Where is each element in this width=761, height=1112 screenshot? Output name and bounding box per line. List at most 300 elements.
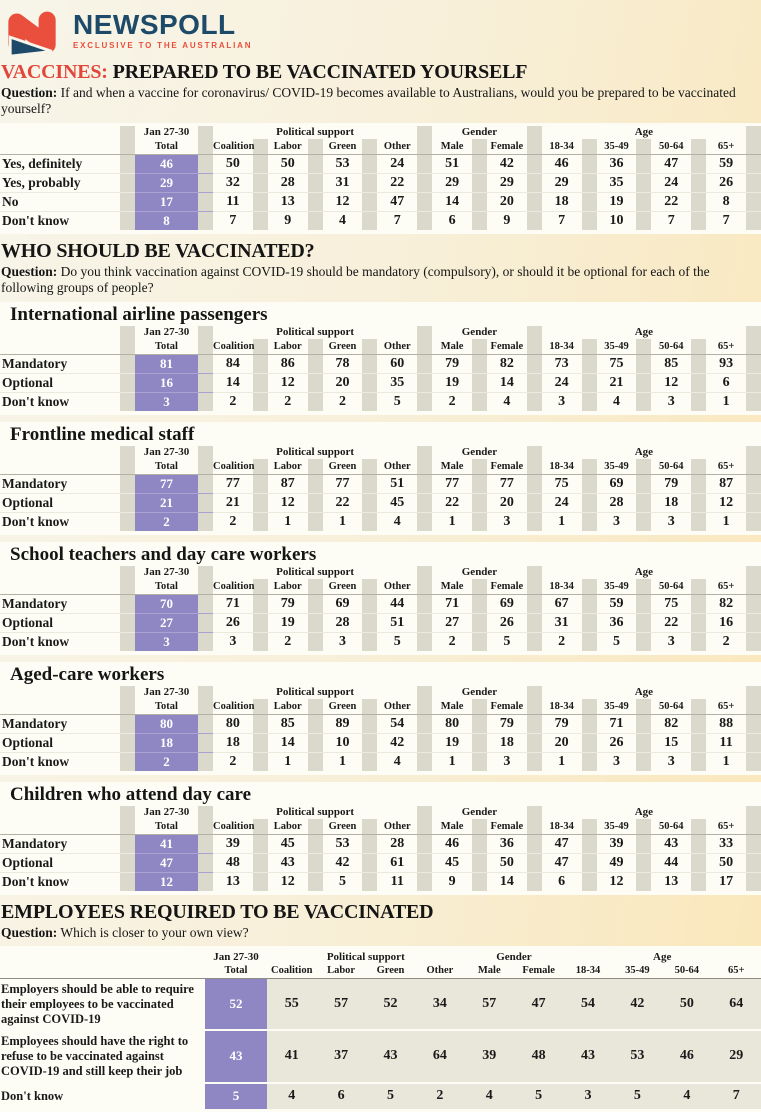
row-label: Yes, definitely	[0, 154, 135, 173]
value-cell: 47	[651, 154, 706, 173]
header-spacer	[0, 819, 135, 835]
group-header: Political support	[213, 566, 432, 579]
column-header: 18-34	[542, 339, 597, 355]
total-column-header: Total	[135, 459, 213, 475]
table-row	[0, 211, 761, 230]
value-cell: 3	[563, 1083, 612, 1109]
employees-table-host	[0, 950, 761, 1109]
header-spacer	[0, 699, 135, 715]
column-header: 65+	[706, 699, 761, 715]
value-cell: 59	[597, 594, 652, 613]
value-cell: 2	[268, 392, 323, 411]
value-cell: 51	[377, 613, 432, 632]
total-value: 52	[205, 979, 267, 1031]
table-row	[0, 613, 761, 632]
value-cell: 26	[597, 733, 652, 752]
value-cell: 48	[514, 1030, 563, 1082]
column-header: 65+	[706, 139, 761, 155]
table-row	[0, 154, 761, 173]
value-cell: 50	[662, 979, 711, 1031]
table-body	[0, 979, 761, 1109]
value-cell: 19	[597, 192, 652, 211]
value-cell: 57	[465, 979, 514, 1031]
row-label: Optional	[0, 853, 135, 872]
total-column-header: Total	[135, 819, 213, 835]
column-header: Coalition	[213, 819, 268, 835]
subtable-title-teachers: School teachers and day care workers	[10, 543, 317, 565]
value-cell: 20	[487, 493, 542, 512]
row-label: Mandatory	[0, 474, 135, 493]
value-cell: 9	[487, 211, 542, 230]
column-header: Coalition	[213, 139, 268, 155]
table-row	[0, 853, 761, 872]
value-cell: 80	[432, 714, 487, 733]
brand-name: NEWSPOLL	[73, 9, 236, 40]
value-cell: 48	[213, 853, 268, 872]
value-cell: 45	[432, 853, 487, 872]
value-cell: 29	[542, 173, 597, 192]
column-header: Other	[377, 139, 432, 155]
value-cell: 6	[706, 373, 761, 392]
value-cell: 44	[377, 594, 432, 613]
aged-care-table-host	[0, 686, 761, 771]
value-cell: 18	[487, 733, 542, 752]
value-cell: 3	[487, 512, 542, 531]
row-label: Don't know	[0, 512, 135, 531]
value-cell: 4	[267, 1083, 316, 1109]
value-cell: 43	[563, 1030, 612, 1082]
value-cell: 9	[432, 872, 487, 891]
column-header: 18-34	[542, 699, 597, 715]
row-label: Yes, probably	[0, 173, 135, 192]
value-cell: 77	[323, 474, 378, 493]
column-header: Green	[366, 963, 415, 979]
value-cell: 2	[268, 632, 323, 651]
value-cell: 22	[377, 173, 432, 192]
table-body	[0, 594, 761, 651]
section-vaccines-question: Question: If and when a vaccine for coronavirus/ COVID-19 becomes available to Australians, would you be prepared to be vaccinated yourself?	[1, 85, 736, 117]
table-row	[0, 192, 761, 211]
column-header: Female	[487, 819, 542, 835]
header-spacer	[0, 579, 135, 595]
value-cell: 5	[377, 632, 432, 651]
value-cell: 12	[268, 373, 323, 392]
column-header: 18-34	[563, 963, 612, 979]
value-cell: 35	[377, 373, 432, 392]
value-cell: 8	[706, 192, 761, 211]
value-cell: 64	[712, 979, 761, 1031]
value-cell: 11	[706, 733, 761, 752]
total-value: 70	[135, 594, 213, 613]
value-cell: 4	[377, 752, 432, 771]
column-header: Coalition	[213, 579, 268, 595]
column-header: Other	[377, 579, 432, 595]
column-header: Female	[487, 139, 542, 155]
value-cell: 5	[597, 632, 652, 651]
column-header: 18-34	[542, 819, 597, 835]
value-cell: 24	[377, 154, 432, 173]
value-cell: 79	[651, 474, 706, 493]
period-header: Jan 27-30	[135, 686, 213, 699]
total-value: 3	[135, 632, 213, 651]
poll-table	[0, 950, 761, 1109]
value-cell: 54	[563, 979, 612, 1031]
row-label: Optional	[0, 733, 135, 752]
row-label: Mandatory	[0, 354, 135, 373]
column-header: 18-34	[542, 139, 597, 155]
value-cell: 15	[651, 733, 706, 752]
question-label: Question:	[1, 85, 58, 100]
value-cell: 29	[712, 1030, 761, 1082]
value-cell: 34	[415, 979, 464, 1031]
value-cell: 18	[542, 192, 597, 211]
value-cell: 28	[268, 173, 323, 192]
value-cell: 18	[651, 493, 706, 512]
total-value: 43	[205, 1030, 267, 1082]
group-header: Gender	[432, 326, 542, 339]
value-cell: 3	[651, 632, 706, 651]
row-label: Don't know	[0, 1083, 205, 1109]
value-cell: 1	[706, 392, 761, 411]
total-column-header: Total	[135, 699, 213, 715]
value-cell: 28	[323, 613, 378, 632]
period-header: Jan 27-30	[135, 446, 213, 459]
column-header: Other	[377, 819, 432, 835]
total-value: 16	[135, 373, 213, 392]
section-who-title: WHO SHOULD BE VACCINATED?	[1, 239, 315, 262]
value-cell: 22	[432, 493, 487, 512]
value-cell: 1	[432, 752, 487, 771]
value-cell: 42	[323, 853, 378, 872]
group-header: Age	[542, 806, 761, 819]
column-header: Green	[323, 139, 378, 155]
column-header: Labor	[316, 963, 365, 979]
group-header: Political support	[213, 686, 432, 699]
value-cell: 89	[323, 714, 378, 733]
value-cell: 85	[651, 354, 706, 373]
newspoll-logo-icon	[2, 5, 62, 58]
subtable-title-medical: Frontline medical staff	[10, 423, 195, 445]
section-who-should	[0, 241, 761, 895]
value-cell: 1	[432, 512, 487, 531]
value-cell: 7	[377, 211, 432, 230]
value-cell: 67	[542, 594, 597, 613]
value-cell: 2	[432, 632, 487, 651]
value-cell: 21	[597, 373, 652, 392]
table-panel-aged-care	[0, 662, 761, 775]
value-cell: 12	[706, 493, 761, 512]
table-header	[0, 126, 761, 155]
teachers-table-host	[0, 566, 761, 651]
value-cell: 7	[712, 1083, 761, 1109]
value-cell: 73	[542, 354, 597, 373]
group-header: Political support	[213, 326, 432, 339]
value-cell: 47	[377, 192, 432, 211]
header-spacer	[0, 950, 205, 963]
value-cell: 49	[597, 853, 652, 872]
value-cell: 27	[432, 613, 487, 632]
value-cell: 43	[366, 1030, 415, 1082]
value-cell: 53	[613, 1030, 662, 1082]
value-cell: 45	[377, 493, 432, 512]
medical-table-host	[0, 446, 761, 531]
value-cell: 24	[651, 173, 706, 192]
value-cell: 2	[415, 1083, 464, 1109]
value-cell: 2	[706, 632, 761, 651]
value-cell: 29	[432, 173, 487, 192]
column-header: Coalition	[213, 699, 268, 715]
row-label: Don't know	[0, 872, 135, 891]
column-header: 65+	[712, 963, 761, 979]
value-cell: 33	[706, 834, 761, 853]
value-cell: 47	[542, 834, 597, 853]
value-cell: 5	[366, 1083, 415, 1109]
value-cell: 64	[415, 1030, 464, 1082]
value-cell: 11	[377, 872, 432, 891]
value-cell: 45	[268, 834, 323, 853]
column-header: 18-34	[542, 579, 597, 595]
poll-table	[0, 126, 761, 230]
value-cell: 82	[487, 354, 542, 373]
value-cell: 36	[597, 154, 652, 173]
newspoll-wordmark	[73, 5, 252, 50]
value-cell: 1	[323, 512, 378, 531]
value-cell: 1	[542, 752, 597, 771]
value-cell: 3	[323, 632, 378, 651]
column-header: 50-64	[651, 339, 706, 355]
table-header	[0, 566, 761, 595]
column-header: Green	[323, 459, 378, 475]
table-row	[0, 834, 761, 853]
total-value: 47	[135, 853, 213, 872]
table-body	[0, 474, 761, 531]
value-cell: 12	[651, 373, 706, 392]
column-header: Labor	[268, 139, 323, 155]
total-value: 46	[135, 154, 213, 173]
value-cell: 18	[213, 733, 268, 752]
column-header: Other	[377, 459, 432, 475]
value-cell: 14	[432, 192, 487, 211]
value-cell: 20	[542, 733, 597, 752]
total-value: 18	[135, 733, 213, 752]
column-header: 50-64	[651, 699, 706, 715]
value-cell: 14	[487, 373, 542, 392]
value-cell: 84	[213, 354, 268, 373]
value-cell: 5	[323, 872, 378, 891]
table-header	[0, 326, 761, 355]
table-body	[0, 154, 761, 230]
value-cell: 22	[323, 493, 378, 512]
value-cell: 47	[514, 979, 563, 1031]
table-row	[0, 474, 761, 493]
value-cell: 11	[213, 192, 268, 211]
value-cell: 71	[213, 594, 268, 613]
value-cell: 79	[432, 354, 487, 373]
value-cell: 43	[268, 853, 323, 872]
column-header: Coalition	[267, 963, 316, 979]
column-header: 50-64	[651, 579, 706, 595]
header-spacer	[0, 963, 205, 979]
value-cell: 82	[706, 594, 761, 613]
value-cell: 14	[213, 373, 268, 392]
section-vaccines-title	[1, 62, 761, 83]
column-header: 50-64	[662, 963, 711, 979]
value-cell: 44	[651, 853, 706, 872]
table-panel-medical	[0, 422, 761, 535]
value-cell: 39	[465, 1030, 514, 1082]
column-header: Coalition	[213, 339, 268, 355]
newspoll-logo	[0, 3, 761, 59]
table-panel-children	[0, 782, 761, 895]
table-row	[0, 632, 761, 651]
column-header: Female	[487, 459, 542, 475]
value-cell: 51	[432, 154, 487, 173]
row-label: Don't know	[0, 632, 135, 651]
group-header: Age	[563, 950, 761, 963]
title-rest: PREPARED TO BE VACCINATED YOURSELF	[112, 61, 528, 83]
value-cell: 5	[514, 1083, 563, 1109]
value-cell: 75	[597, 354, 652, 373]
value-cell: 43	[651, 834, 706, 853]
table-row	[0, 1083, 761, 1109]
row-label: Don't know	[0, 392, 135, 411]
column-header: Male	[432, 139, 487, 155]
value-cell: 36	[597, 613, 652, 632]
value-cell: 87	[706, 474, 761, 493]
total-value: 29	[135, 173, 213, 192]
column-header: Other	[377, 699, 432, 715]
total-value: 81	[135, 354, 213, 373]
column-header: Other	[415, 963, 464, 979]
value-cell: 79	[542, 714, 597, 733]
value-cell: 86	[268, 354, 323, 373]
value-cell: 5	[613, 1083, 662, 1109]
column-header: 18-34	[542, 459, 597, 475]
group-header: Age	[542, 446, 761, 459]
value-cell: 7	[542, 211, 597, 230]
row-label: Employers should be able to require their employees to be vaccinated against COVID-19	[0, 979, 205, 1031]
period-header: Jan 27-30	[205, 950, 267, 963]
column-header: Female	[514, 963, 563, 979]
column-header: Male	[465, 963, 514, 979]
column-header: 65+	[706, 339, 761, 355]
column-header: Coalition	[213, 459, 268, 475]
value-cell: 54	[377, 714, 432, 733]
value-cell: 79	[268, 594, 323, 613]
value-cell: 50	[487, 853, 542, 872]
row-label: Mandatory	[0, 834, 135, 853]
table-row	[0, 714, 761, 733]
section-employees	[0, 902, 761, 1112]
value-cell: 3	[597, 752, 652, 771]
column-header: 65+	[706, 819, 761, 835]
column-header: 35-49	[597, 339, 652, 355]
value-cell: 26	[487, 613, 542, 632]
value-cell: 5	[487, 632, 542, 651]
value-cell: 12	[323, 192, 378, 211]
value-cell: 71	[597, 714, 652, 733]
table-row	[0, 1030, 761, 1082]
value-cell: 53	[323, 154, 378, 173]
value-cell: 42	[377, 733, 432, 752]
section-employees-title: EMPLOYEES REQUIRED TO BE VACCINATED	[1, 900, 434, 923]
value-cell: 9	[268, 211, 323, 230]
row-label: Mandatory	[0, 594, 135, 613]
value-cell: 71	[432, 594, 487, 613]
column-header: Male	[432, 339, 487, 355]
group-header: Age	[542, 326, 761, 339]
value-cell: 80	[213, 714, 268, 733]
column-header: 65+	[706, 579, 761, 595]
column-header: Green	[323, 699, 378, 715]
column-header: 35-49	[597, 699, 652, 715]
column-header: Labor	[268, 819, 323, 835]
value-cell: 61	[377, 853, 432, 872]
value-cell: 69	[323, 594, 378, 613]
header-spacer	[0, 339, 135, 355]
group-header: Political support	[213, 126, 432, 139]
value-cell: 4	[323, 211, 378, 230]
value-cell: 6	[316, 1083, 365, 1109]
value-cell: 50	[213, 154, 268, 173]
value-cell: 36	[487, 834, 542, 853]
header-spacer	[0, 459, 135, 475]
row-label: Mandatory	[0, 714, 135, 733]
group-header: Age	[542, 566, 761, 579]
column-header: Male	[432, 699, 487, 715]
value-cell: 52	[366, 979, 415, 1031]
period-header: Jan 27-30	[135, 806, 213, 819]
value-cell: 20	[323, 373, 378, 392]
table-header	[0, 686, 761, 715]
value-cell: 2	[213, 392, 268, 411]
column-header: 50-64	[651, 139, 706, 155]
column-header: Male	[432, 819, 487, 835]
value-cell: 4	[377, 512, 432, 531]
column-header: Female	[487, 339, 542, 355]
value-cell: 7	[706, 211, 761, 230]
row-label: Employees should have the right to refuse to be vaccinated against COVID-19 and still keep their job	[0, 1030, 205, 1082]
table-header	[0, 806, 761, 835]
column-header: Green	[323, 579, 378, 595]
value-cell: 46	[542, 154, 597, 173]
value-cell: 24	[542, 493, 597, 512]
value-cell: 39	[597, 834, 652, 853]
header-spacer	[0, 326, 135, 339]
row-label: Optional	[0, 373, 135, 392]
value-cell: 42	[487, 154, 542, 173]
group-header: Gender	[432, 566, 542, 579]
row-label: Optional	[0, 613, 135, 632]
value-cell: 6	[432, 211, 487, 230]
value-cell: 3	[651, 752, 706, 771]
total-value: 12	[135, 872, 213, 891]
prepared-table-host	[0, 126, 761, 230]
brand-tagline: EXCLUSIVE TO THE AUSTRALIAN	[73, 40, 253, 50]
column-header: Green	[323, 819, 378, 835]
table-body	[0, 354, 761, 411]
value-cell: 3	[651, 512, 706, 531]
poll-table	[0, 446, 761, 531]
value-cell: 4	[662, 1083, 711, 1109]
value-cell: 57	[316, 979, 365, 1031]
question-label: Question:	[1, 924, 58, 940]
column-header: 35-49	[597, 139, 652, 155]
value-cell: 26	[213, 613, 268, 632]
column-header: 65+	[706, 459, 761, 475]
header-spacer	[0, 566, 135, 579]
table-row	[0, 392, 761, 411]
